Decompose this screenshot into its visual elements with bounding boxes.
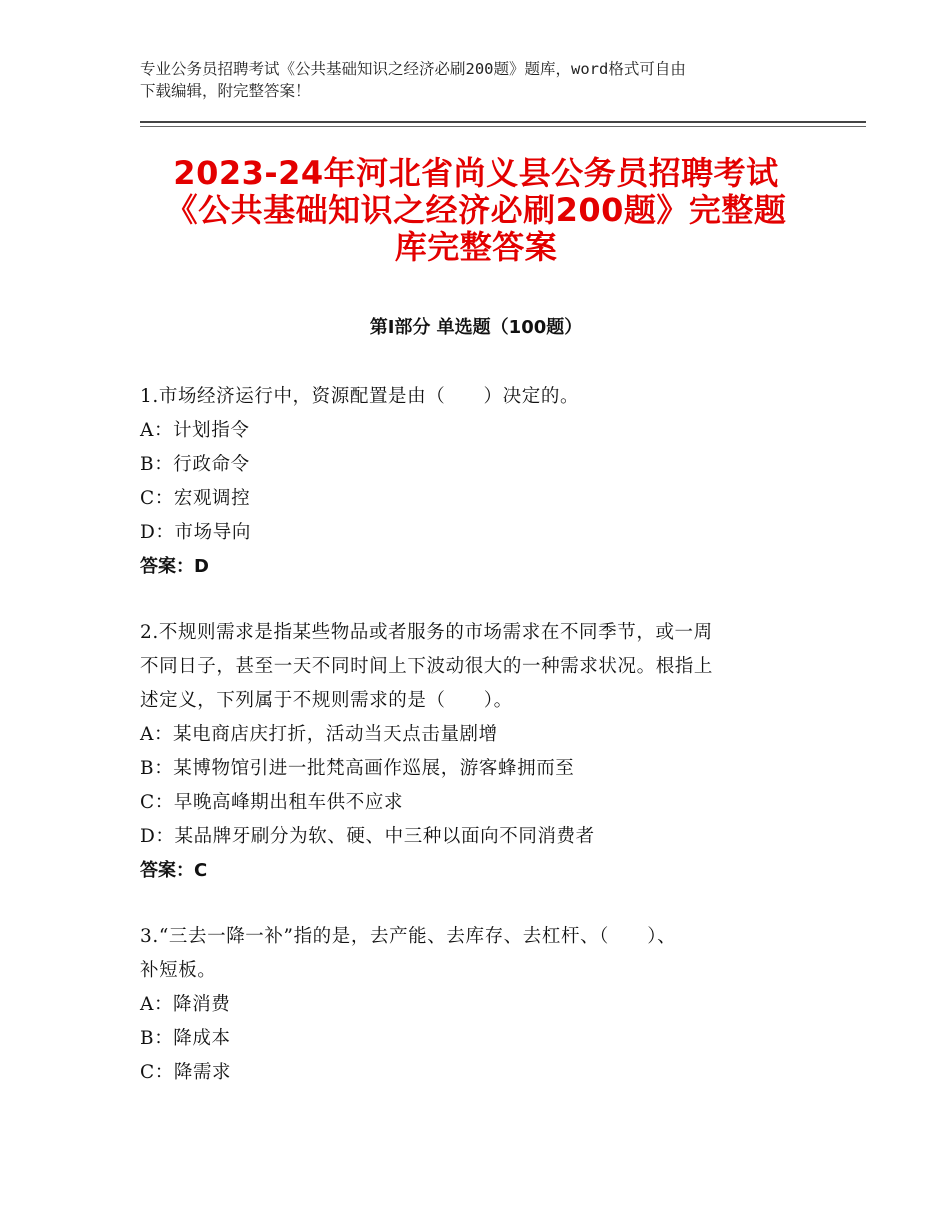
question-3 bbox=[140, 920, 812, 1090]
question-stem-line: 2.不规则需求是指某些物品或者服务的市场需求在不同季节，或一周 bbox=[140, 622, 713, 643]
header-note bbox=[140, 58, 820, 102]
question-list bbox=[140, 380, 812, 1122]
option-a: A：降消费 bbox=[140, 994, 231, 1015]
header-divider-thin bbox=[140, 126, 866, 127]
question-stem bbox=[140, 616, 812, 718]
title-line: 库完整答案 bbox=[394, 228, 558, 266]
document-title bbox=[140, 155, 812, 266]
question-stem bbox=[140, 920, 812, 988]
option-c: C：早晚高峰期出租车供不应求 bbox=[140, 792, 404, 813]
question-2 bbox=[140, 616, 812, 888]
header-note-line: 专业公务员招聘考试《公共基础知识之经济必刷200题》题库，word格式可自由 bbox=[140, 60, 686, 78]
question-stem-line: 不同日子，甚至一天不同时间上下波动很大的一种需求状况。根指上 bbox=[140, 656, 714, 677]
option-c: C：降需求 bbox=[140, 1062, 232, 1083]
question-stem-line: 述定义，下列属于不规则需求的是（ ）。 bbox=[140, 690, 513, 711]
answer: 答案：C bbox=[140, 860, 208, 881]
option-d: D：市场导向 bbox=[140, 522, 251, 543]
option-d: D：某品牌牙刷分为软、硬、中三种以面向不同消费者 bbox=[140, 826, 595, 847]
title-line: 2023-24年河北省尚义县公务员招聘考试 bbox=[173, 154, 779, 192]
question-1 bbox=[140, 380, 812, 584]
option-a: A：某电商店庆打折，活动当天点击量剧增 bbox=[140, 724, 498, 745]
option-b: B：某博物馆引进一批梵高画作巡展，游客蜂拥而至 bbox=[140, 758, 575, 779]
question-stem-line: 补短板。 bbox=[140, 960, 217, 981]
option-c: C：宏观调控 bbox=[140, 488, 251, 509]
option-a: A：计划指令 bbox=[140, 420, 250, 441]
option-b: B：降成本 bbox=[140, 1028, 231, 1049]
answer: 答案：D bbox=[140, 556, 209, 577]
title-line: 《公共基础知识之经济必刷200题》完整题 bbox=[165, 191, 787, 229]
question-stem bbox=[140, 380, 812, 414]
header-note-line: 下载编辑，附完整答案！ bbox=[140, 82, 311, 100]
question-stem-line: 1.市场经济运行中，资源配置是由（ ）决定的。 bbox=[140, 386, 580, 407]
header-divider-thick bbox=[140, 121, 866, 123]
question-stem-line: 3.“三去一降一补”指的是，去产能、去库存、去杠杆、（ ）、 bbox=[140, 926, 677, 947]
section-heading: 第Ⅰ部分 单选题（100题） bbox=[369, 317, 583, 338]
option-b: B：行政命令 bbox=[140, 454, 250, 475]
